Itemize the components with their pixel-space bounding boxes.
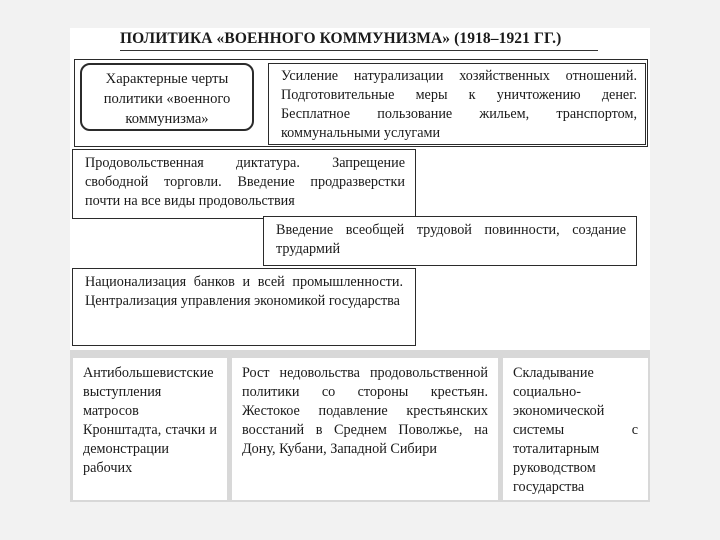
consequence-box-totalitarian: Складывание социально-экономической системы с тоталитарным руководством государства: [503, 358, 648, 500]
title-underline: [120, 50, 598, 51]
nationalization-box: Национализация банков и всей промышленности. Централизация управления экономикой государства: [72, 268, 416, 346]
characteristic-box: Характерные черты политики «военного коммунизма»: [80, 63, 254, 131]
naturalization-box: Усиление натурализации хозяйственных отношений. Подготовительные меры к уничтожению денег. Бесплатное пользование жильем, транспортом, коммунальными услугами: [268, 63, 646, 145]
page-title: ПОЛИТИКА «ВОЕННОГО КОММУНИЗМА» (1918–1921 ГГ.): [120, 30, 562, 47]
labor-duty-box: Введение всеобщей трудовой повинности, создание трудармий: [263, 216, 637, 266]
consequence-box-peasants: Рост недовольства продовольственной политики со стороны крестьян. Жестокое подавление крестьянских восстаний в Среднем Поволжье, на Дону, Кубани, Западной Сибири: [232, 358, 498, 500]
consequence-box-kronstadt: Антибольшевистские выступления матросов Кронштадта, стачки и демонстрации рабочих: [73, 358, 227, 500]
food-dictatorship-box: Продовольственная диктатура. Запрещение свободной торговли. Введение продразверстки почти на все виды продовольствия: [72, 149, 416, 219]
document-page: [70, 28, 650, 502]
